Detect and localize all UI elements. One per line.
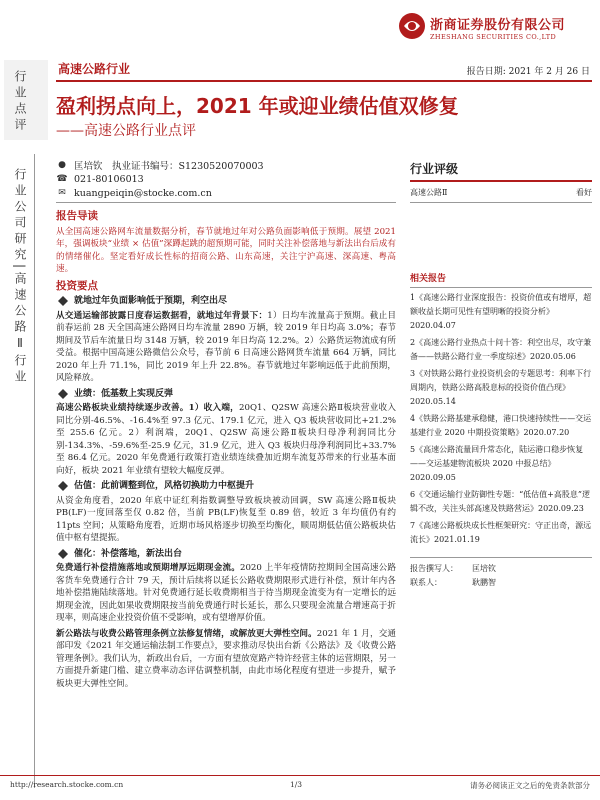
author-email-row <box>56 186 396 200</box>
section-4-para-1 <box>56 562 396 625</box>
report-subtitle: ——高速公路行业点评 <box>56 123 196 139</box>
section-1-heading <box>56 295 396 308</box>
author-email[interactable]: kuangpeiqin@stocke.com.cn <box>74 187 212 199</box>
summary-text: 从全国高速公路网车流量数据分析，春节就地过年对公路负面影响低于预期。展望 2021 年，强调板块“业绩 × 估值”深蹲起跳的超预期可能，同时关注补偿落地与新法出台后成有的情绪催化。坚定看好成长性标的招商公路、山东高速，关注宁沪高速、深高速、粤高速。 <box>56 226 396 274</box>
section-1-body: 1）日均车流量高于预期。截止目前春运前 28 天全国高速公路网日均车流量 2890 万辆，较 2019 年日均高 3.0%；春节期间及节后车流量日均 3148 万辆，较 2019 年日均高 12.2%。2）公路货运物流成有所受益。根据中国高速公路微信公众号，春节前 6 日高速公路网货车流量 664 万辆，同比 2020 年上升 71.1%，同比 2019 年上升 22.8%。春节就地过年影响远低于此前预期，风险释放。 <box>56 310 396 383</box>
footer-url[interactable]: http://research.stocke.com.cn <box>10 780 124 789</box>
diamond-bullet-icon <box>58 389 68 399</box>
section-2-body: 20Q1、Q2SW 高速公路Ⅱ板块营业收入同比分别-46.5%、-16.4%至 97.3 亿元、179.1 亿元，进入 Q3 板块营收同比+21.2%至 255.6 亿元。2）利润端，20Q1、Q2SW 高速公路Ⅱ板块归母净利润同比分别-134.3%、-59.6%至-25.9 亿元，31.9 亿元，进入 Q3 板块归母净利润同比+33.7%至 86.4 亿元。2020 年免费通行政策打造业绩连续叠加近期车流复苏带来的行业基本面向好，板块 2021 年业绩有望较大幅度反弹。 <box>56 403 396 476</box>
rating-sector: 高速公路Ⅱ <box>410 188 448 197</box>
report-title: 盈利拐点向上，2021 年或迎业绩估值双修复 <box>56 94 459 118</box>
invest-heading: 投资要点 <box>56 279 98 292</box>
diamond-bullet-icon <box>58 296 68 306</box>
related-report-item[interactable]: 2《高速公路行业热点十问十答：利空出尽，攻守兼备——铁路公路行业一季度综述》2020.05.06 <box>410 338 592 361</box>
sidebar-top-box <box>4 60 48 140</box>
related-divider <box>410 557 592 558</box>
summary-heading: 报告导读 <box>56 210 98 222</box>
diamond-bullet-icon <box>58 481 68 491</box>
related-report-item[interactable]: 1《高速公路行业深度报告：投资价值或有增厚，超额收益长期可见性有望明晰的投资分析》2020.04.07 <box>410 293 592 330</box>
mail-icon: ✉ <box>58 188 66 198</box>
section-4-para-1-body: 2020 上半年疫情防控期间全国高速公路客货车免费通行合计 79 天，预计后续将以延长公路收费期限形式进行补偿，预计年内各地补偿措施陆续落地。针对免费通行延长收费期相当于待当期现金流变为有一定增长的远期现金流，因此如果收费期限按当前免费通行时长延长，那么只要现金流量合增速高于折现率，则高速企业投资价值不受影响，或有望增厚价值。 <box>56 563 396 623</box>
author-name-row <box>56 158 396 172</box>
contact-label: 联系人： <box>410 578 442 587</box>
company-logo <box>398 8 594 48</box>
writer-row <box>410 562 592 576</box>
related-report-item[interactable]: 3《对铁路公路行业投资机会的专题思考：利率下行周期内，铁路公路高股息标的投资价值凸现》2020.05.14 <box>410 369 592 406</box>
writer-label: 报告撰写人： <box>410 564 458 573</box>
section-4-para-2 <box>56 628 396 691</box>
sidebar-category: 行业公司研究|高速公路Ⅱ行业 <box>13 168 27 387</box>
related-report-item[interactable]: 5《高速公路流量回升常态化，陆运港口稳步恢复——交运基建物流板块 2020 中报总结》2020.09.05 <box>410 445 584 482</box>
person-icon: ● <box>58 160 66 170</box>
rating-heading: 行业评级 <box>410 160 592 182</box>
related-report-item[interactable]: 6《交通运输行业防御性专题：“低估值+高股息”逻辑不改，关注头部高速及铁路营运》2020.09.23 <box>410 490 590 513</box>
footer-divider <box>0 775 600 776</box>
disclaimer-note: 请务必阅读正文之后的免责条款部分 <box>470 781 590 790</box>
section-2-title: 业绩：低基数上实现反弹 <box>74 388 174 399</box>
analyst-block <box>410 562 592 590</box>
section-1-title: 就地过年负面影响低于预期，利空出尽 <box>74 296 228 306</box>
writer-name: 匡培钦 <box>472 564 496 573</box>
right-column <box>410 160 592 590</box>
contact-name: 耿鹏智 <box>472 578 496 587</box>
company-name-cn: 浙商证券股份有限公司 <box>430 18 566 33</box>
related-reports-heading: 相关报告 <box>410 271 592 288</box>
section-4-para-1-lead: 免费通行补偿措施落地或预期增厚远期现金流。 <box>56 563 240 573</box>
author-block <box>56 158 396 200</box>
main-content <box>56 206 396 693</box>
rating-value: 看好 <box>576 188 592 197</box>
rating-divider <box>410 202 592 203</box>
sidebar-divider <box>34 154 35 788</box>
diamond-bullet-icon <box>58 549 68 559</box>
section-4-heading <box>56 548 396 561</box>
section-4-para-2-body: 2021 年 1 月，交通部印发《2021 年交通运输法制工作要点》，要求推动尽快出台新《公路法》及《收费公路管理条例》。我们认为，新政出台后，一方面有望放宽路产特许经营主体的运营期限，另一方面提升新建门槛、建立费率动态评估调整机制，由此市场化程度有望进一步提升，赋予板块更大弹性空间。 <box>56 628 396 689</box>
report-date: 报告日期: 2021 年 2 月 26 日 <box>466 67 590 77</box>
industry-label: 高速公路行业 <box>58 62 131 76</box>
author-divider <box>56 202 396 203</box>
contact-row <box>410 576 592 590</box>
author-name: 匡培钦 执业证书编号：S1230520070003 <box>74 161 264 172</box>
section-2-lead: 高速公路板块业绩持续逐步改善。1）收入端， <box>56 403 240 413</box>
sidebar-report-type: 行业点评 <box>13 70 27 134</box>
phone-icon: ☎ <box>56 174 68 184</box>
author-phone-row <box>56 172 396 186</box>
section-2-text <box>56 402 396 477</box>
section-3-title: 估值：此前调整到位，风格切换助力中枢提升 <box>74 481 255 491</box>
section-2-heading <box>56 388 396 401</box>
section-1-text <box>56 310 396 385</box>
author-phone: 021-80106013 <box>74 173 144 185</box>
company-name-en: ZHESHANG SECURITIES CO.,LTD <box>430 33 557 41</box>
section-4-title: 催化：补偿落地，新法出台 <box>74 548 183 559</box>
section-4-para-2-lead: 新公路法与收费公路管理条例立法修复情绪，或解放更大弹性空间。 <box>56 628 317 639</box>
left-sidebar <box>4 60 48 788</box>
header-divider <box>56 80 592 82</box>
section-3-text: 从资金角度看，2020 年底中证红利指数调整导致板块被动回调，SW 高速公路Ⅱ板块 PB(LF)一度回落至仅 0.82 倍，当前 PB(LF)恢复至 0.89 倍，较近 3 年均值仍有约 11pts 空间；从策略角度看，近期市场风格逐步切换至均衡化，顺周期低估值公路板块估值中枢有望提振。 <box>56 495 396 543</box>
section-1-lead: 从交通运输部披露日度春运数据看，就地过年背景下： <box>56 310 268 321</box>
related-report-item[interactable]: 7《高速公路板块成长性框架研究：守正出奇，源远流长》2021.01.19 <box>410 521 592 544</box>
section-3-heading <box>56 480 396 493</box>
related-report-item[interactable]: 4《铁路公路基建承稳健，港口快速持续性——交运基建行业 2020 中期投资策略》2020.07.20 <box>410 414 592 437</box>
zheshang-logo-icon <box>398 12 426 40</box>
page-number: 1/3 <box>290 780 303 789</box>
rating-row <box>410 187 592 198</box>
